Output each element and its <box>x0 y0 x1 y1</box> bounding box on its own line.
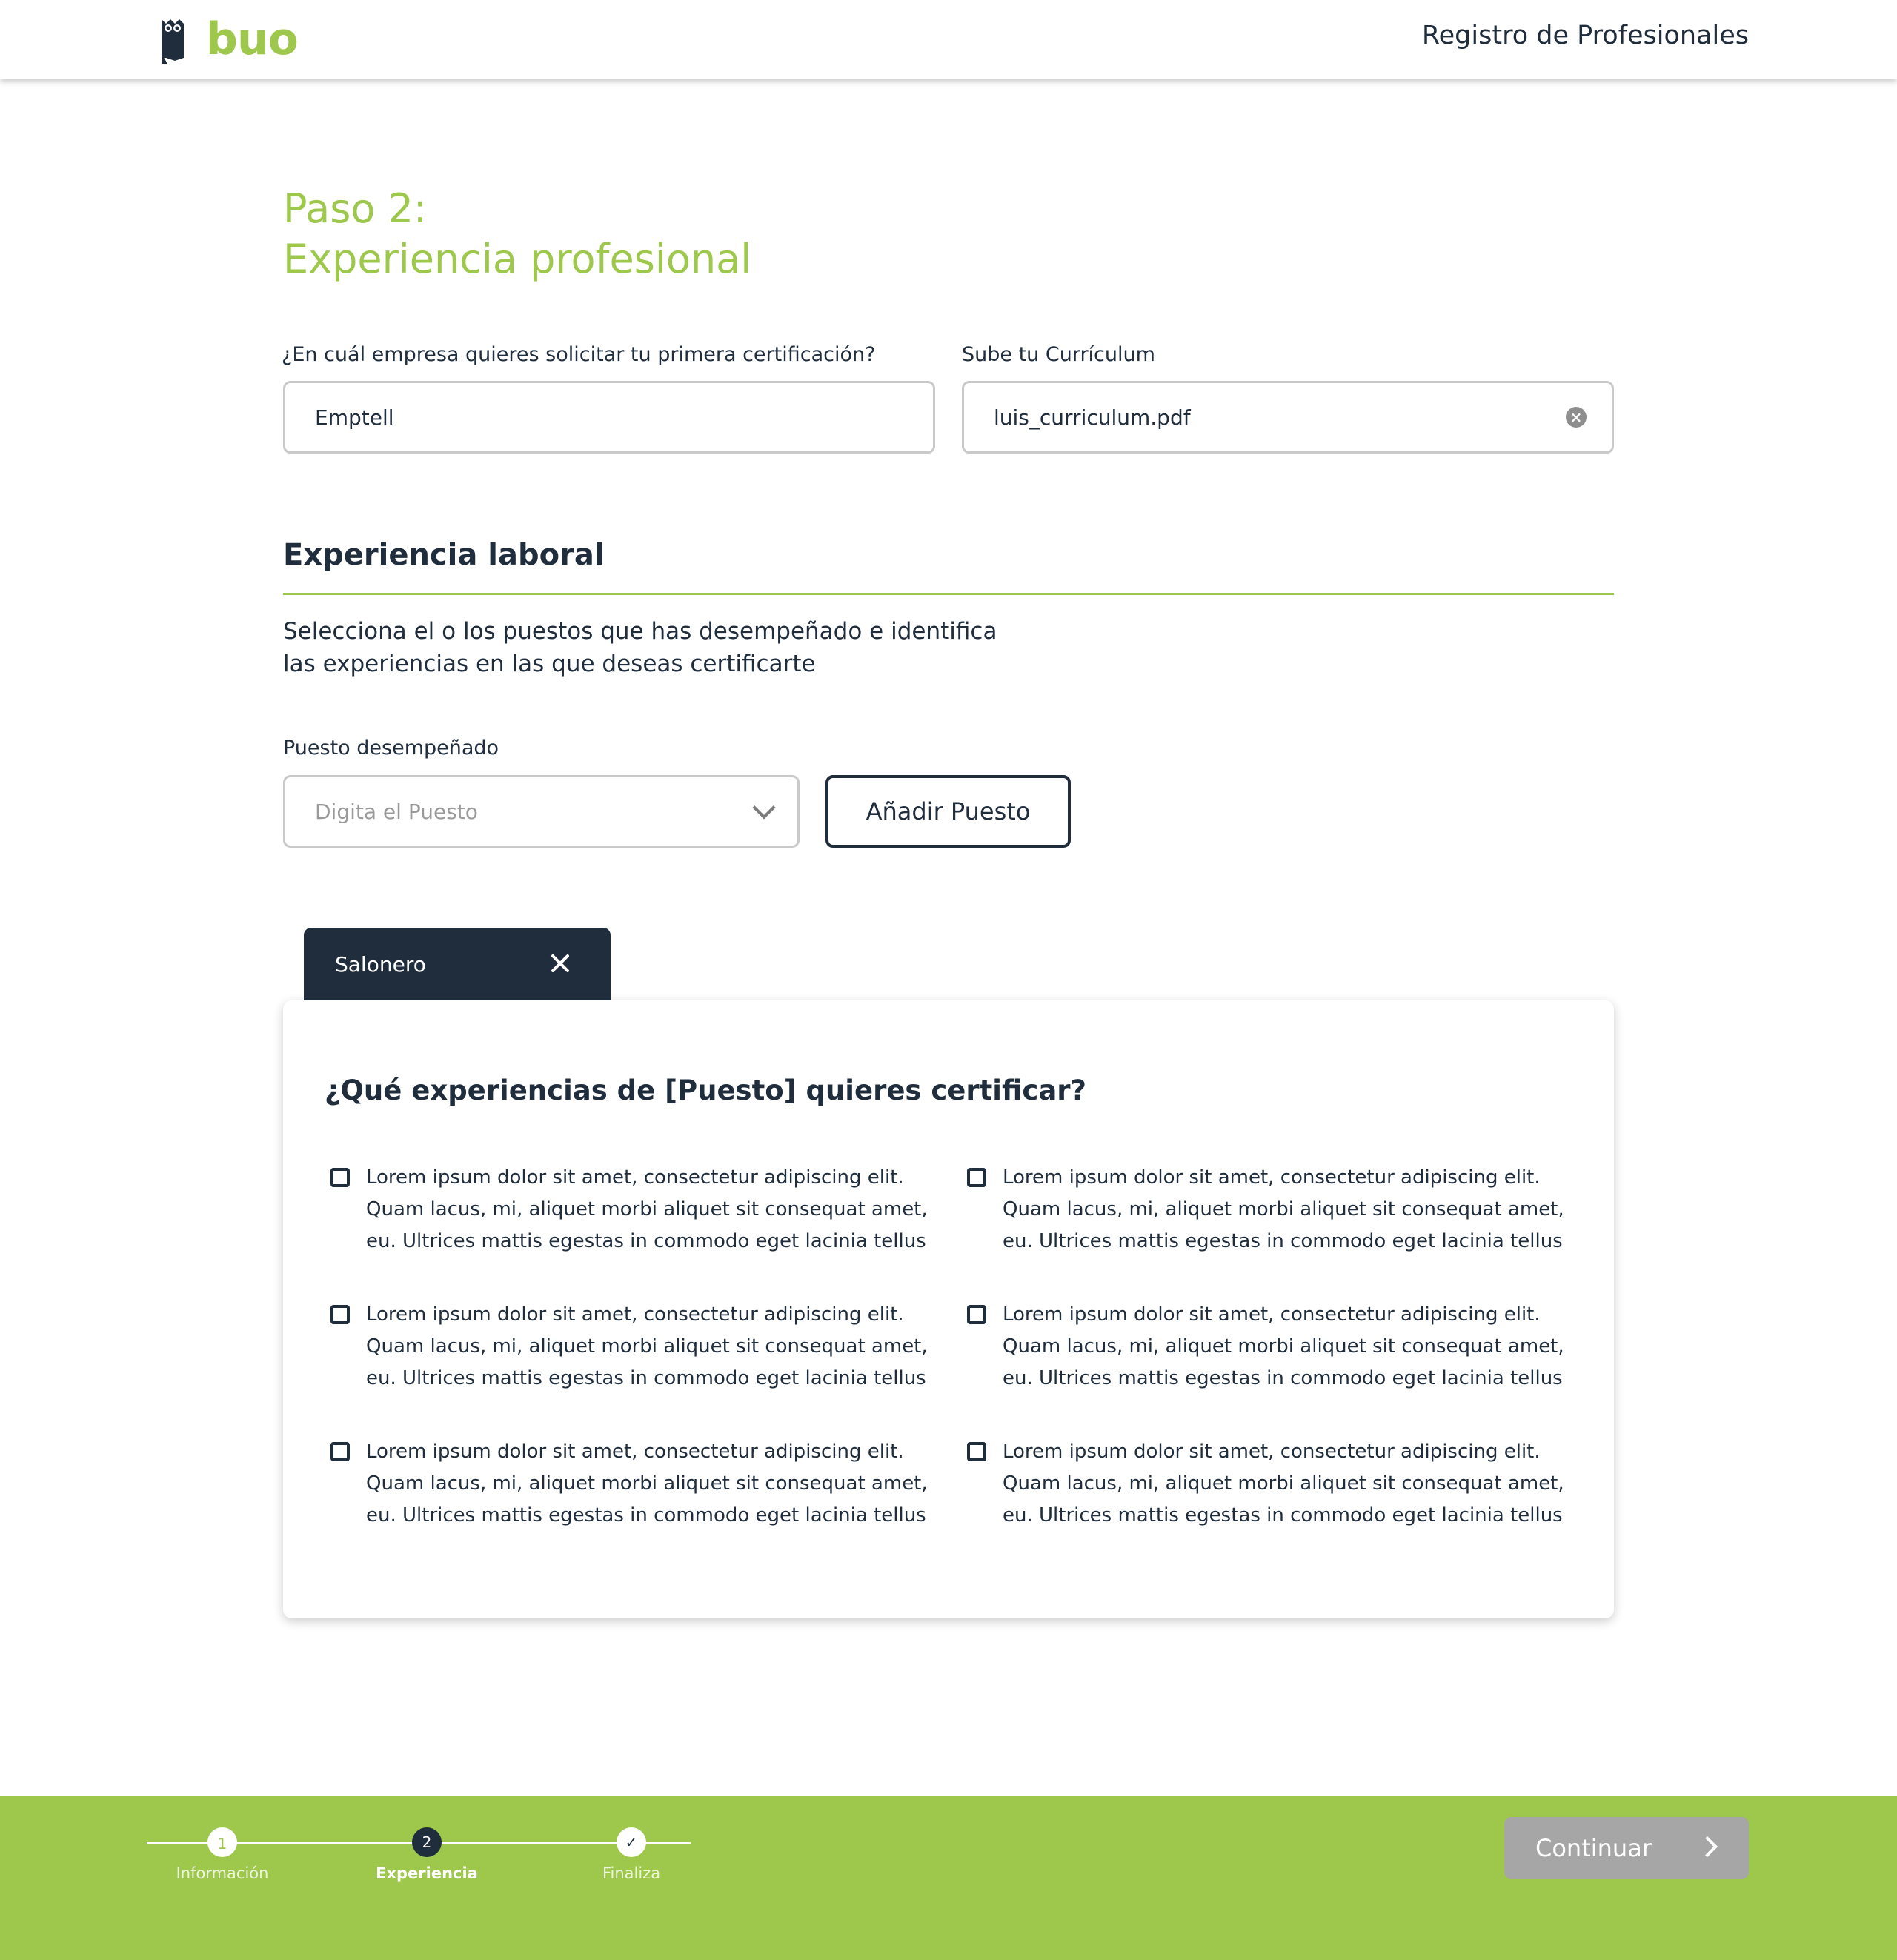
cv-file-name: luis_curriculum.pdf <box>994 405 1191 430</box>
experiences-card <box>283 1000 1614 1618</box>
company-input[interactable] <box>283 381 935 454</box>
step-heading-number: Paso 2: <box>283 185 428 232</box>
checkbox-icon[interactable] <box>967 1442 986 1461</box>
work-experience-title: Experiencia laboral <box>283 538 605 572</box>
footer-bar <box>0 1796 1897 1960</box>
cv-upload-field[interactable] <box>962 381 1614 454</box>
chevron-right-icon <box>1697 1836 1718 1857</box>
check-icon: ✓ <box>617 1827 646 1857</box>
company-input-value: Emptell <box>315 405 394 430</box>
checkbox-icon[interactable] <box>967 1305 986 1324</box>
experience-option-text: Lorem ipsum dolor sit amet, consectetur adipiscing elit. Quam lacus, mi, aliquet morbi aliquet sit consequat amet, eu. Ultrices mattis egestas in commodo eget lacinia tellus <box>366 1441 928 1527</box>
checkbox-icon[interactable] <box>330 1168 350 1187</box>
experience-option-text: Lorem ipsum dolor sit amet, consectetur adipiscing elit. Quam lacus, mi, aliquet morbi aliquet sit consequat amet, eu. Ultrices mattis egestas in commodo eget lacinia tellus <box>366 1303 928 1389</box>
step-circle: 2 <box>412 1827 442 1857</box>
position-tab-label: Salonero <box>335 951 426 977</box>
header-title: Registro de Profesionales <box>1421 21 1749 50</box>
step-heading <box>283 184 751 285</box>
logo-text: buo <box>206 13 298 65</box>
experience-option-text: Lorem ipsum dolor sit amet, consectetur adipiscing elit. Quam lacus, mi, aliquet morbi aliquet sit consequat amet, eu. Ultrices mattis egestas in commodo eget lacinia tellus <box>366 1166 928 1252</box>
position-select[interactable] <box>283 775 800 848</box>
position-select-placeholder: Digita el Puesto <box>315 799 478 824</box>
logo[interactable] <box>159 15 298 64</box>
close-icon[interactable] <box>547 950 574 977</box>
experience-option[interactable] <box>967 1436 1575 1532</box>
chevron-down-icon <box>752 796 775 819</box>
continue-button-label: Continuar <box>1535 1834 1652 1862</box>
checkbox-icon[interactable] <box>330 1305 350 1324</box>
experience-option[interactable] <box>330 1162 938 1258</box>
position-tab[interactable] <box>304 928 611 1000</box>
position-field-label: Puesto desempeñado <box>283 737 499 760</box>
experience-option-text: Lorem ipsum dolor sit amet, consectetur adipiscing elit. Quam lacus, mi, aliquet morbi aliquet sit consequat amet, eu. Ultrices mattis egestas in commodo eget lacinia tellus <box>1003 1441 1564 1527</box>
experience-option[interactable] <box>967 1162 1575 1258</box>
top-header <box>0 0 1897 79</box>
company-field-label: ¿En cuál empresa quieres solicitar tu primera certificación? <box>282 343 876 366</box>
step-label: Información <box>176 1864 269 1882</box>
step-label: Experiencia <box>376 1864 478 1882</box>
experience-option[interactable] <box>330 1436 938 1532</box>
experience-option-text: Lorem ipsum dolor sit amet, consectetur adipiscing elit. Quam lacus, mi, aliquet morbi aliquet sit consequat amet, eu. Ultrices mattis egestas in commodo eget lacinia tellus <box>1003 1303 1564 1389</box>
step-circle: 1 <box>207 1827 237 1857</box>
experiences-card-title: ¿Qué experiencias de [Puesto] quieres certificar? <box>325 1074 1086 1106</box>
step-heading-title: Experiencia profesional <box>283 236 752 282</box>
clear-icon[interactable]: × <box>1566 407 1587 428</box>
checkbox-icon[interactable] <box>330 1442 350 1461</box>
add-position-button[interactable]: Añadir Puesto <box>825 775 1071 848</box>
step-label: Finaliza <box>602 1864 661 1882</box>
experience-option-text: Lorem ipsum dolor sit amet, consectetur adipiscing elit. Quam lacus, mi, aliquet morbi aliquet sit consequat amet, eu. Ultrices mattis egestas in commodo eget lacinia tellus <box>1003 1166 1564 1252</box>
cv-field-label: Sube tu Currículum <box>962 343 1155 366</box>
work-experience-description: Selecciona el o los puestos que has desempeñado e identifica las experiencias en las que deseas certificarte <box>283 618 997 677</box>
owl-logo-icon <box>159 15 187 64</box>
section-divider <box>283 593 1614 595</box>
experience-option[interactable] <box>967 1299 1575 1395</box>
experience-option[interactable] <box>330 1299 938 1395</box>
continue-button[interactable] <box>1504 1817 1749 1879</box>
checkbox-icon[interactable] <box>967 1168 986 1187</box>
